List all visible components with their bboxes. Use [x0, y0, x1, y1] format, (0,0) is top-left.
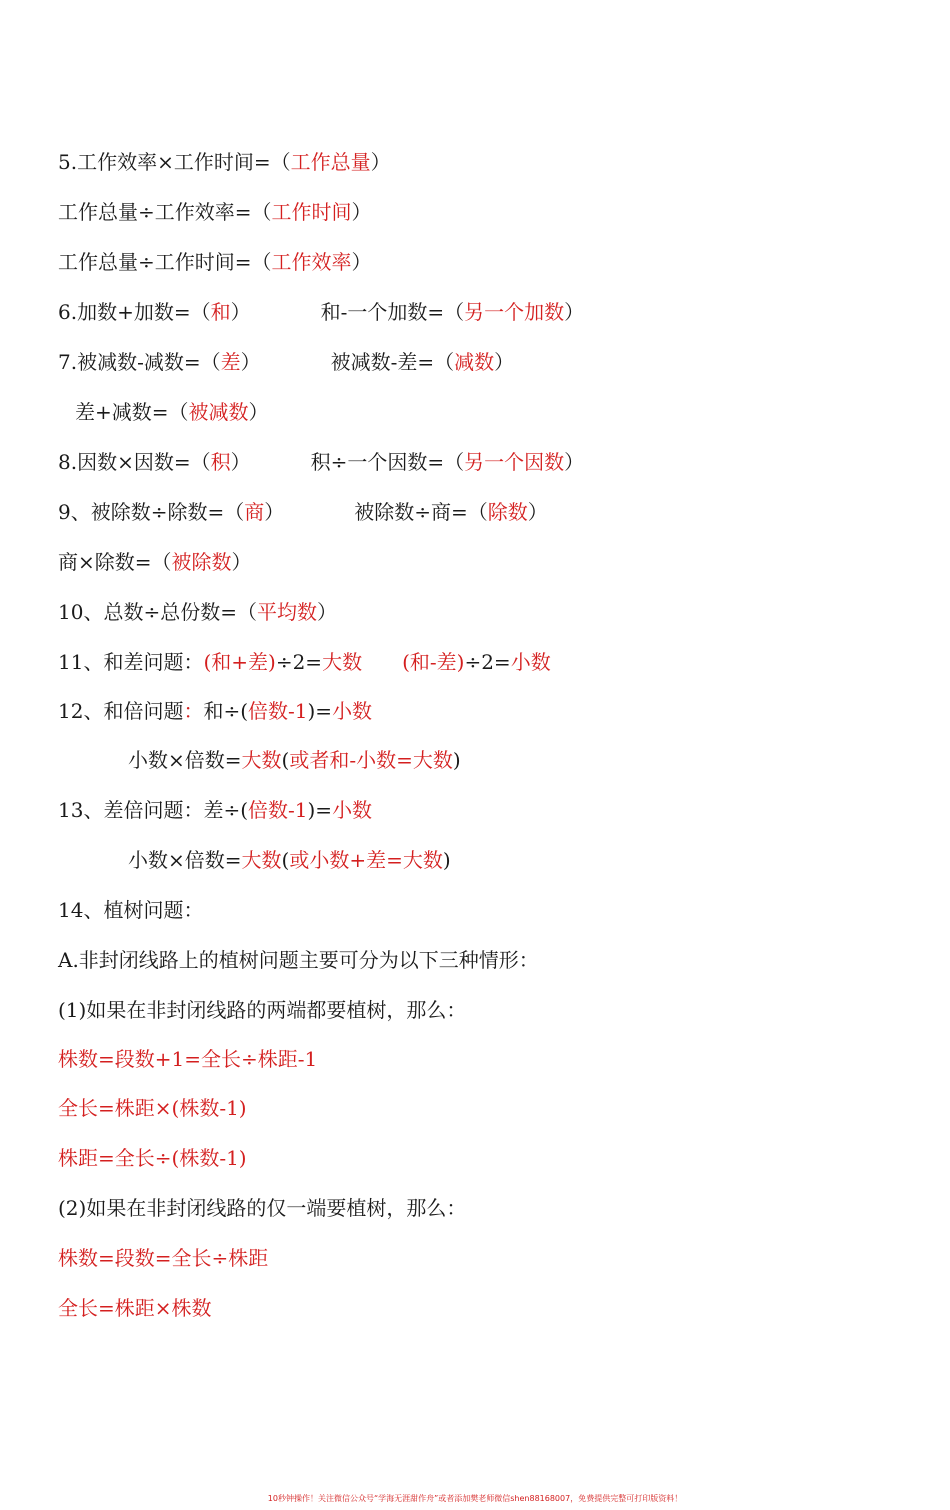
answer-text: 株距=全长÷(株数-1): [58, 1146, 247, 1170]
answer-text: 差: [220, 350, 241, 374]
formula-text: ）: [370, 150, 391, 174]
text-line: [0, 1183, 950, 1233]
text-line: [0, 487, 950, 537]
formula-text: 8.因数×因数=（: [58, 450, 211, 474]
formula-text: )=: [307, 798, 333, 822]
formula-text: 12、和倍问题: [58, 699, 184, 723]
answer-text: (和+差): [203, 650, 276, 674]
text-line: [0, 835, 950, 885]
formula-text: 和÷(: [203, 699, 249, 723]
answer-text: 和: [210, 300, 231, 324]
formula-text: (: [281, 748, 290, 772]
formula-text: 6.加数+加数=（: [58, 300, 211, 324]
answer-text: 减数: [454, 350, 495, 374]
text-line: [0, 1233, 950, 1283]
text-line: [0, 537, 950, 587]
footer-notice: 10秒钟操作！关注微信公众号“学海无涯甜作舟”或者添加樊老师微信shen88168007，免费提供完整可打印版资料！: [267, 1494, 683, 1503]
text-line: [0, 337, 950, 387]
text-line: [0, 1283, 950, 1333]
formula-text: 商×除数=（: [58, 550, 172, 574]
formula-text: 11、和差问题：: [58, 650, 204, 674]
formula-text: ）: [527, 500, 548, 524]
formula-text: )=: [307, 699, 333, 723]
text-line: [0, 1034, 950, 1084]
answer-text: 株数=段数=全长÷株距: [58, 1246, 269, 1270]
formula-text: 10、总数÷总份数=（: [58, 600, 257, 624]
answer-text: 除数: [487, 500, 528, 524]
formula-text: ）: [316, 600, 337, 624]
text-line: [0, 686, 950, 736]
formula-text: ): [442, 848, 451, 872]
text-line: [0, 985, 950, 1035]
formula-text: ）: [240, 350, 261, 374]
formula-text: 14、植树问题：: [58, 898, 204, 922]
answer-text: 大数: [241, 748, 282, 772]
text-line: [0, 237, 950, 287]
answer-text: 小数: [332, 798, 373, 822]
formula-text: 工作总量÷工作效率=（: [58, 200, 272, 224]
formula-text: (2)如果在非封闭线路的仅一端要植树，那么：: [58, 1196, 467, 1220]
formula-text: ）: [564, 300, 585, 324]
answer-text: 另一个加数: [464, 300, 565, 324]
formula-text: 和-一个加数=（: [320, 300, 465, 324]
answer-text: 平均数: [256, 600, 317, 624]
answer-text: 大数: [241, 848, 282, 872]
answer-text: 被减数: [188, 400, 249, 424]
answer-text: 工作时间: [271, 200, 352, 224]
answer-text: 积: [210, 450, 231, 474]
formula-text: (1)如果在非封闭线路的两端都要植树，那么：: [58, 998, 467, 1022]
formula-text: ）: [264, 500, 285, 524]
answer-text: 倍数-1: [248, 798, 308, 822]
formula-text: ）: [351, 200, 372, 224]
formula-text: 9、被除数÷除数=（: [58, 500, 245, 524]
text-line: [0, 387, 950, 437]
answer-text: 商: [244, 500, 265, 524]
formula-text: ÷2=: [275, 650, 323, 674]
answer-text: 被除数: [171, 550, 232, 574]
formula-text: 工作总量÷工作时间=（: [58, 250, 272, 274]
answer-text: 全长=株距×株数: [58, 1296, 212, 1320]
formula-text: ): [452, 748, 461, 772]
text-line: [0, 785, 950, 835]
formula-text: ）: [564, 450, 585, 474]
answer-text: 大数: [322, 650, 363, 674]
text-line: [0, 885, 950, 935]
answer-text: (和-差): [402, 650, 465, 674]
text-line: [0, 137, 950, 187]
formula-text: ）: [494, 350, 515, 374]
formula-text: 差+减数=（: [75, 400, 189, 424]
text-line: [0, 287, 950, 337]
formula-text: 小数×倍数=: [128, 848, 242, 872]
text-line: [0, 587, 950, 637]
text-line: [0, 1083, 950, 1133]
answer-text: 全长=株距×(株数-1): [58, 1096, 247, 1120]
answer-text: 工作效率: [271, 250, 352, 274]
formula-text: 被除数÷商=（: [354, 500, 488, 524]
formula-text: 7.被减数-减数=（: [58, 350, 221, 374]
text-line: [0, 735, 950, 785]
formula-text: 小数×倍数=: [128, 748, 242, 772]
answer-text: 株数=段数+1=全长÷株距-1: [58, 1047, 318, 1071]
answer-text: 或小数+差=大数: [289, 848, 443, 872]
text-line: [0, 935, 950, 985]
formula-text: ）: [230, 450, 251, 474]
formula-text: ）: [231, 550, 252, 574]
answer-text: 倍数-1: [248, 699, 308, 723]
answer-text: 小数: [510, 650, 551, 674]
formula-text: ）: [230, 300, 251, 324]
formula-text: 被减数-差=（: [330, 350, 455, 374]
formula-text: (: [281, 848, 290, 872]
answer-text: 或者和-小数=大数: [289, 748, 453, 772]
formula-text: 积÷一个因数=（: [310, 450, 465, 474]
formula-text: A.非封闭线路上的植树问题主要可分为以下三种情形：: [58, 948, 539, 972]
answer-text: 小数: [332, 699, 373, 723]
formula-text: 13、差倍问题：差÷(: [58, 798, 249, 822]
text-line: [0, 1133, 950, 1183]
text-line: [0, 637, 950, 687]
formula-text: ÷2=: [464, 650, 511, 674]
text-line: [0, 437, 950, 487]
formula-text: ）: [351, 250, 372, 274]
text-line: [0, 187, 950, 237]
answer-text: ：: [183, 699, 204, 723]
formula-text: 5.工作效率×工作时间=（: [58, 150, 291, 174]
answer-text: 工作总量: [290, 150, 371, 174]
answer-text: 另一个因数: [464, 450, 565, 474]
formula-text: ）: [248, 400, 269, 424]
